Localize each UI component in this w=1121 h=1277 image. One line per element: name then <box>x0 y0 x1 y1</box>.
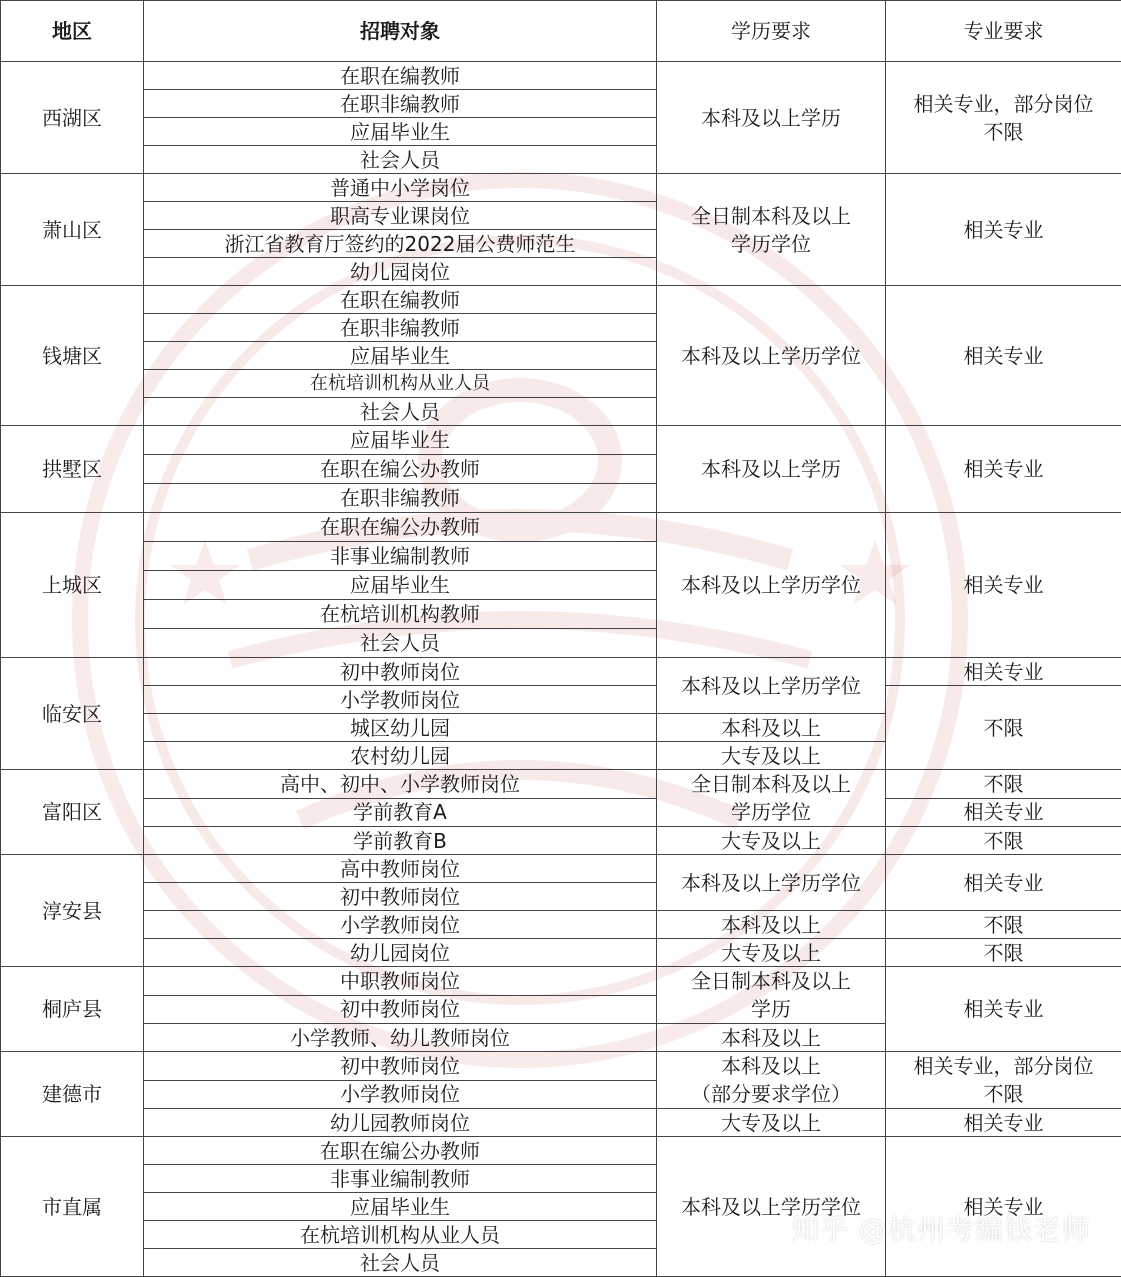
target-cell: 社会人员 <box>144 1249 657 1277</box>
table-row <box>1 967 1121 996</box>
major-cell: 相关专业 <box>886 798 1121 827</box>
region-cell: 钱塘区 <box>1 286 144 426</box>
target-cell: 在职非编教师 <box>144 314 657 342</box>
region-cell: 上城区 <box>1 513 144 658</box>
education-cell: 大专及以上 <box>657 827 886 855</box>
target-cell: 幼儿园教师岗位 <box>144 1109 657 1137</box>
target-cell: 初中教师岗位 <box>144 1052 657 1081</box>
major-cell: 相关专业，部分岗位 不限 <box>886 62 1121 174</box>
target-cell: 在职在编教师 <box>144 286 657 314</box>
region-cell: 淳安县 <box>1 855 144 967</box>
region-cell: 临安区 <box>1 658 144 770</box>
education-cell: 本科及以上学历学位 <box>657 513 886 658</box>
table-row <box>1 1137 1121 1165</box>
target-cell: 在杭培训机构从业人员 <box>144 1221 657 1249</box>
education-cell: 大专及以上 <box>657 1109 886 1137</box>
education-cell: 本科及以上学历 <box>657 62 886 174</box>
target-cell: 社会人员 <box>144 146 657 174</box>
table-row <box>1 798 1121 827</box>
header-region: 地区 <box>1 1 144 62</box>
education-cell: 本科及以上学历学位 <box>657 1137 886 1277</box>
target-cell: 社会人员 <box>144 629 657 658</box>
target-cell: 高中、初中、小学教师岗位 <box>144 770 657 799</box>
target-cell: 应届毕业生 <box>144 118 657 146</box>
region-cell: 建德市 <box>1 1052 144 1137</box>
table-row <box>1 174 1121 202</box>
major-cell: 相关专业 <box>886 513 1121 658</box>
target-cell: 应届毕业生 <box>144 342 657 370</box>
target-cell: 在职在编公办教师 <box>144 455 657 484</box>
major-cell: 相关专业 <box>886 855 1121 911</box>
target-cell: 初中教师岗位 <box>144 658 657 686</box>
region-cell: 西湖区 <box>1 62 144 174</box>
table-row <box>1 62 1121 90</box>
education-cell: 全日制本科及以上 学历学位 <box>657 770 886 827</box>
target-cell: 在职非编教师 <box>144 90 657 118</box>
education-cell: 本科及以上 <box>657 714 886 742</box>
region-cell: 富阳区 <box>1 770 144 855</box>
education-cell: 全日制本科及以上 学历学位 <box>657 174 886 286</box>
target-cell: 学前教育B <box>144 827 657 855</box>
major-cell: 不限 <box>886 827 1121 855</box>
target-cell: 初中教师岗位 <box>144 883 657 911</box>
target-cell: 社会人员 <box>144 398 657 426</box>
target-cell: 中职教师岗位 <box>144 967 657 996</box>
major-cell: 相关专业 <box>886 426 1121 513</box>
target-cell: 幼儿园岗位 <box>144 939 657 967</box>
zhihu-watermark-text: 知乎 @杭州考编钱老师 <box>791 1208 1091 1248</box>
table-row <box>1 911 1121 939</box>
major-cell: 相关专业 <box>886 286 1121 426</box>
target-cell: 小学教师岗位 <box>144 911 657 939</box>
major-cell: 相关专业 <box>886 1109 1121 1137</box>
education-cell: 全日制本科及以上 学历 <box>657 967 886 1024</box>
header-target: 招聘对象 <box>144 1 657 62</box>
target-cell: 浙江省教育厅签约的2022届公费师范生 <box>144 230 657 258</box>
target-cell: 学前教育A <box>144 798 657 827</box>
region-cell: 拱墅区 <box>1 426 144 513</box>
table-row <box>1 770 1121 799</box>
education-cell: 本科及以上学历学位 <box>657 658 886 714</box>
table-row <box>1 1052 1121 1081</box>
major-cell: 相关专业 <box>886 174 1121 286</box>
target-cell: 非事业编制教师 <box>144 1165 657 1193</box>
region-cell: 市直属 <box>1 1137 144 1277</box>
target-cell: 农村幼儿园 <box>144 742 657 770</box>
target-cell: 职高专业课岗位 <box>144 202 657 230</box>
target-cell: 应届毕业生 <box>144 426 657 455</box>
table-row <box>1 513 1121 542</box>
table-row <box>1 686 1121 714</box>
target-cell: 在职在编公办教师 <box>144 513 657 542</box>
table-row <box>1 658 1121 686</box>
education-cell: 大专及以上 <box>657 742 886 770</box>
region-cell: 桐庐县 <box>1 967 144 1052</box>
education-cell: 本科及以上学历学位 <box>657 286 886 426</box>
major-cell: 不限 <box>886 770 1121 799</box>
target-cell: 小学教师、幼儿教师岗位 <box>144 1024 657 1052</box>
education-cell: 本科及以上学历 <box>657 426 886 513</box>
header-row <box>1 1 1121 62</box>
table-row <box>1 939 1121 967</box>
target-cell: 普通中小学岗位 <box>144 174 657 202</box>
target-cell: 在杭培训机构教师 <box>144 600 657 629</box>
education-cell: 本科及以上 <box>657 1024 886 1052</box>
major-cell: 不限 <box>886 686 1121 770</box>
education-cell: 大专及以上 <box>657 939 886 967</box>
education-cell: 本科及以上 <box>657 911 886 939</box>
table-row <box>1 426 1121 455</box>
target-cell: 高中教师岗位 <box>144 855 657 883</box>
table-row <box>1 827 1121 855</box>
target-cell: 在杭培训机构从业人员 <box>144 370 657 398</box>
region-cell: 萧山区 <box>1 174 144 286</box>
major-cell: 不限 <box>886 911 1121 939</box>
major-cell: 相关专业 <box>886 1137 1121 1277</box>
table-row <box>1 286 1121 314</box>
target-cell: 初中教师岗位 <box>144 995 657 1024</box>
target-cell: 在职非编教师 <box>144 484 657 513</box>
major-cell: 相关专业，部分岗位 不限 <box>886 1052 1121 1109</box>
table-row <box>1 1109 1121 1137</box>
target-cell: 小学教师岗位 <box>144 1080 657 1109</box>
major-cell: 相关专业 <box>886 658 1121 686</box>
header-education: 学历要求 <box>657 1 886 62</box>
header-major: 专业要求 <box>886 1 1121 62</box>
target-cell: 城区幼儿园 <box>144 714 657 742</box>
target-cell: 在职在编公办教师 <box>144 1137 657 1165</box>
education-cell: 本科及以上学历学位 <box>657 855 886 911</box>
major-cell: 相关专业 <box>886 967 1121 1052</box>
table-row <box>1 855 1121 883</box>
target-cell: 幼儿园岗位 <box>144 258 657 286</box>
target-cell: 在职在编教师 <box>144 62 657 90</box>
major-cell: 不限 <box>886 939 1121 967</box>
target-cell: 应届毕业生 <box>144 571 657 600</box>
target-cell: 应届毕业生 <box>144 1193 657 1221</box>
education-cell: 本科及以上 （部分要求学位） <box>657 1052 886 1109</box>
target-cell: 小学教师岗位 <box>144 686 657 714</box>
target-cell: 非事业编制教师 <box>144 542 657 571</box>
